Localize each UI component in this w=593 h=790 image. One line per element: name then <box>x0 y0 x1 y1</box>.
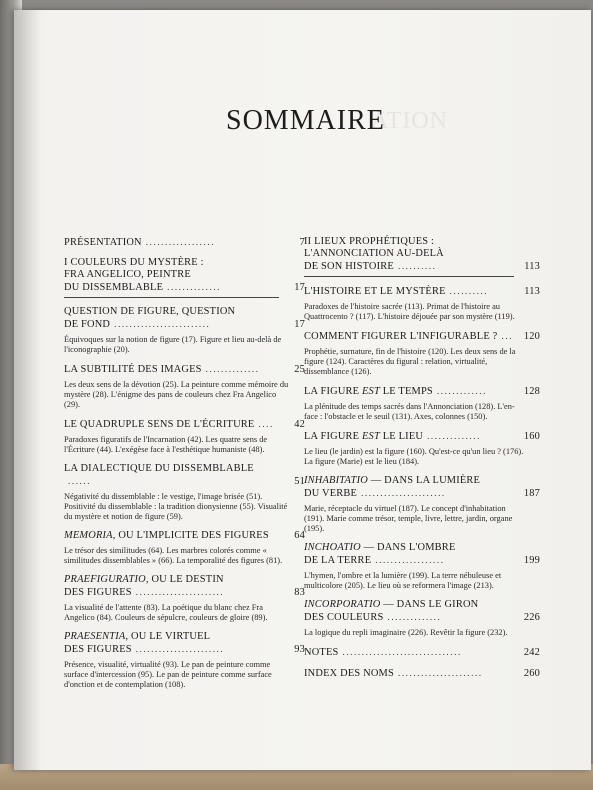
toc-entry-heading <box>304 599 540 624</box>
page-number: 113 <box>524 286 540 297</box>
leader-dots: .................. <box>375 555 445 565</box>
toc-entry-heading <box>304 667 540 680</box>
toc-entry-heading <box>64 363 305 376</box>
toc-entry-heading <box>304 285 540 298</box>
toc-entry-description: Équivoques sur la notion de figure (17). Figure et lieu au-delà de l'iconographie (20). <box>64 335 282 354</box>
page-number: 17 <box>294 282 305 293</box>
toc-entry <box>304 236 540 277</box>
toc-heading-line: II LIEUX PROPHÉTIQUES : <box>304 236 435 247</box>
toc-entry <box>304 385 540 422</box>
section-rule <box>304 276 514 277</box>
toc-heading-line: DU VERBE <box>304 488 358 499</box>
page-number: 128 <box>523 386 540 397</box>
page-number: 242 <box>523 647 540 658</box>
page-number: 25 <box>294 364 305 375</box>
toc-entry-heading <box>64 257 305 294</box>
page-number: 17 <box>294 319 305 330</box>
leader-dots: .............. <box>427 431 481 441</box>
toc-entry <box>64 418 305 455</box>
toc-entry-heading <box>304 475 540 500</box>
leader-dots: ....................... <box>135 644 225 654</box>
toc-entry <box>64 574 305 623</box>
toc-heading-line: INCORPORATIO — DANS LE GIRON <box>304 599 479 610</box>
toc-heading-line: PRAESENTIA, OU LE VIRTUEL <box>64 631 211 642</box>
toc-entry <box>64 306 305 355</box>
page-number: 7 <box>299 237 305 248</box>
leader-dots: .......... <box>449 286 489 296</box>
toc-heading-line: DES FIGURES <box>64 644 132 655</box>
toc-heading-line: DES COULEURS <box>304 612 384 623</box>
toc-heading-line: INDEX DES NOMS <box>304 668 394 679</box>
toc-entry-description: Marie, réceptacle du virtuel (187). Le concept d'inhabitation (191). Marie comme trésor, temple, livre, lettre, jardin, organe (195). <box>304 504 513 533</box>
leader-dots: .............. <box>167 282 222 292</box>
page-number: 160 <box>523 431 540 442</box>
toc-heading-line: I COULEURS DU MYSTÈRE : <box>64 257 204 268</box>
page-number: 187 <box>523 488 540 499</box>
toc-heading-line: COMMENT FIGURER L'INFIGURABLE ? <box>304 331 498 342</box>
toc-heading-line: NOTES <box>304 647 339 658</box>
toc-heading-line: FRA ANGELICO, PEINTRE <box>64 269 191 280</box>
toc-entry <box>64 631 305 690</box>
page-number: 64 <box>294 530 305 541</box>
toc-heading-line: INHABITATIO — DANS LA LUMIÈRE <box>304 475 481 486</box>
leader-dots: .......... <box>397 261 437 271</box>
toc-entry-heading <box>64 418 305 431</box>
toc-entry <box>304 285 540 322</box>
toc-entry <box>304 646 540 659</box>
leader-dots: .............. <box>387 612 442 622</box>
page-number: 42 <box>294 419 305 430</box>
toc-entry-description: L'hymen, l'ombre et la lumière (199). La terre nébuleuse et multicolore (205). Le lieu où se reformera l'image (213). <box>304 571 502 590</box>
page-number: 93 <box>294 644 305 655</box>
page-number: 260 <box>523 668 540 679</box>
toc-entry-heading <box>64 236 305 249</box>
toc-entry-heading <box>304 330 540 343</box>
toc-entry <box>64 530 305 566</box>
page-gutter-shadow <box>14 10 40 770</box>
toc-heading-line: L'ANNONCIATION AU-DELÀ <box>304 248 444 259</box>
toc-heading-line: PRÉSENTATION <box>64 237 142 248</box>
toc-entry <box>304 599 540 638</box>
toc-heading-line: DE SON HISTOIRE <box>304 261 394 272</box>
toc-entry-heading <box>304 430 540 443</box>
toc-entry-description: Prophétie, surnature, fin de l'histoire (120). Les deux sens de la figure (124). Caractères du figural : relation, virtualité, dissemblance (126). <box>304 347 516 376</box>
toc-heading-line: LE QUADRUPLE SENS DE L'ÉCRITURE <box>64 419 255 430</box>
toc-column-left <box>64 236 305 698</box>
leader-dots: .... <box>258 419 274 429</box>
toc-heading-line: L'HISTOIRE ET LE MYSTÈRE <box>304 286 446 297</box>
toc-entry <box>304 430 540 467</box>
toc-entry-description: La plénitude des temps sacrés dans l'Annonciation (128). L'en-face : l'obstacle et le seuil (131). Axes, colonnes (150). <box>304 402 515 421</box>
toc-heading-line: DES FIGURES <box>64 587 132 598</box>
toc-entry <box>64 257 305 298</box>
toc-entry-description: Paradoxes de l'histoire sacrée (113). Primat de l'histoire au Quattrocento ? (117). L'histoire déjouée par son mystère (119). <box>304 302 515 321</box>
toc-column-right <box>304 236 540 688</box>
toc-heading-line: DU DISSEMBLABLE <box>64 282 164 293</box>
toc-entry-heading <box>304 646 540 659</box>
toc-entry-heading <box>304 542 540 567</box>
toc-entry-heading <box>64 306 305 331</box>
toc-entry <box>64 463 305 522</box>
toc-entry-description: Négativité du dissemblable : le vestige, l'image brisée (51). Positivité du dissemblable : la tradition dionysienne (55). Visualité du mystère et notion de figure (59). <box>64 492 288 521</box>
page-number: 113 <box>524 261 540 272</box>
toc-entry-description: Paradoxes figuratifs de l'Incarnation (42). Les quatre sens de l'Écriture (44). L'exégèse face à l'esthétique humaniste (48). <box>64 435 268 454</box>
leader-dots: ......................... <box>114 319 211 329</box>
page-number: 51 <box>294 476 305 487</box>
toc-heading-line: QUESTION DE FIGURE, QUESTION <box>64 306 236 317</box>
toc-entry-description: Présence, visualité, virtualité (93). Le pan de peinture comme surface d'intercession (95). Le pan de peinture comme surface d'onction et de contemplation (108). <box>64 660 272 689</box>
toc-entry-heading <box>64 574 305 599</box>
page-number: 120 <box>523 331 540 342</box>
leader-dots: ... <box>501 331 514 341</box>
page-title: SOMMAIRE <box>226 105 385 136</box>
toc-heading-line: MEMORIA, OU L'IMPLICITE DES FIGURES <box>64 530 269 541</box>
toc-entry <box>304 475 540 534</box>
toc-entry-description: Le trésor des similitudes (64). Les marbres colorés comme « similitudes dissemblables » (66). La temporalité des figures (81). <box>64 546 283 565</box>
leader-dots: ............................... <box>342 647 462 657</box>
toc-entry-description: La logique du repli imaginaire (226). Revêtir la figure (232). <box>304 628 508 637</box>
toc-entry-heading <box>304 385 540 398</box>
toc-heading-line: LA DIALECTIQUE DU DISSEMBLABLE <box>64 463 254 474</box>
page-number: 83 <box>294 587 305 598</box>
leader-dots: ...................... <box>397 668 483 678</box>
book-page <box>14 10 591 770</box>
leader-dots: ....................... <box>135 587 225 597</box>
toc-heading-line: DE FOND <box>64 319 111 330</box>
toc-entry-heading <box>64 631 305 656</box>
toc-heading-line: DE LA TERRE <box>304 555 372 566</box>
toc-entry <box>304 667 540 680</box>
section-rule <box>64 297 279 298</box>
toc-entry <box>64 236 305 249</box>
page-number: 199 <box>523 555 540 566</box>
leader-dots: ............. <box>436 386 487 396</box>
toc-entry <box>304 542 540 591</box>
toc-entry-description: Le lieu (le jardin) est la figure (160). Qu'est-ce qu'un lieu ? (176). La figure (Marie) est le lieu (184). <box>304 447 524 466</box>
toc-entry-heading <box>304 236 540 273</box>
leader-dots: .............. <box>205 364 260 374</box>
toc-entry-heading <box>64 463 305 488</box>
page-number: 226 <box>523 612 540 623</box>
toc-heading-line: INCHOATIO — DANS L'OMBRE <box>304 542 456 553</box>
toc-heading-line: LA SUBTILITÉ DES IMAGES <box>64 364 202 375</box>
leader-dots: ...... <box>68 476 92 486</box>
toc-heading-line: LA FIGURE EST LE TEMPS <box>304 386 433 397</box>
leader-dots: .................. <box>145 237 216 247</box>
leader-dots: ...................... <box>361 488 446 498</box>
toc-entry <box>304 330 540 377</box>
toc-entry-description: La visualité de l'attente (83). La poétique du blanc chez Fra Angelico (84). Couleurs de sépulcre, couleurs de gloire (89). <box>64 603 268 622</box>
toc-entry <box>64 363 305 410</box>
show-through-text: ATION <box>371 108 448 134</box>
toc-entry-description: Les deux sens de la dévotion (25). La peinture comme mémoire du mystère (28). L'énigme des pans de couleurs chez Fra Angelico (29). <box>64 380 289 409</box>
toc-heading-line: PRAEFIGURATIO, OU LE DESTIN <box>64 574 224 585</box>
toc-entry-heading <box>64 530 305 542</box>
toc-heading-line: LA FIGURE EST LE LIEU <box>304 431 424 442</box>
